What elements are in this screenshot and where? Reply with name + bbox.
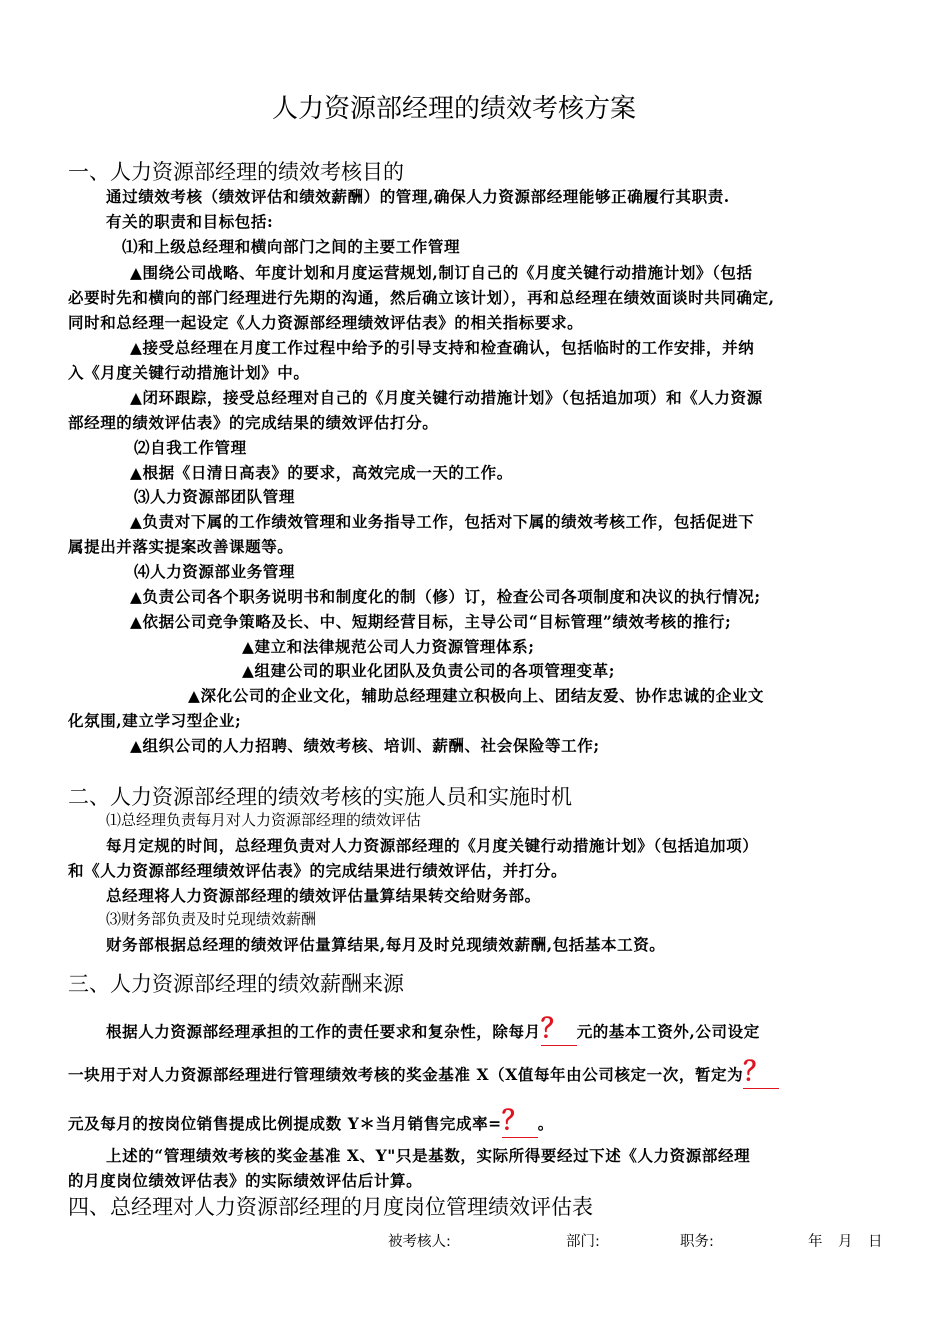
completion-rate-blank: ？ — [502, 1107, 538, 1138]
section-3-heading: 三、人力资源部经理的绩效薪酬来源 — [68, 972, 404, 996]
paragraph: ▲负责对下属的工作绩效管理和业务指导工作，包括对下属的绩效考核工作，包括促进下 — [130, 512, 755, 531]
position-label: 职务: — [680, 1234, 714, 1250]
month-label: 月 — [838, 1234, 853, 1250]
year-label: 年 — [808, 1234, 823, 1250]
paragraph: 每月定规的时间，总经理负责对人力资源部经理的《月度关键行动措施计划》（包括追加项） — [106, 836, 759, 855]
subheading: ⑶人力资源部团队管理 — [134, 487, 296, 506]
paragraph: ▲闭环跟踪，接受总经理对自己的《月度关键行动措施计划》（包括追加项）和《人力资源 — [130, 388, 763, 407]
salary-line-2 — [68, 1058, 779, 1089]
paragraph: 属提出并落实提案改善课题等。 — [68, 537, 294, 556]
subheading: ⑷人力资源部业务管理 — [134, 562, 296, 581]
section-2-heading: 二、人力资源部经理的绩效考核的实施人员和实施时机 — [68, 785, 572, 809]
department-label: 部门: — [566, 1234, 600, 1250]
bonus-base-blank: ？ — [743, 1058, 779, 1089]
examinee-label: 被考核人: — [388, 1234, 451, 1250]
paragraph: 总经理将人力资源部经理的绩效评估量算结果转交给财务部。 — [106, 886, 541, 905]
subheading: ⑴总经理负责每月对人力资源部经理的绩效评估 — [106, 811, 422, 829]
paragraph: 上述的“管理绩效考核的奖金基准 X、Y"只是基数，实际所得要经过下述《人力资源部经理 — [106, 1146, 751, 1165]
paragraph: 必要时先和横向的部门经理进行先期的沟通，然后确立该计划），再和总经理在绩效面谈时共同确定, — [68, 288, 775, 307]
subheading: ⑶财务部负责及时兑现绩效薪酬 — [106, 910, 317, 928]
paragraph: ▲根据《日清日高表》的要求，高效完成一天的工作。 — [130, 463, 513, 482]
text: 元及每月的按岗位销售提成比例提成数 Y＊当月销售完成率= — [68, 1114, 502, 1133]
subheading: ⑴和上级总经理和横向部门之间的主要工作管理 — [122, 237, 461, 256]
section-1-heading: 一、人力资源部经理的绩效考核目的 — [68, 160, 404, 184]
paragraph: ▲负责公司各个职务说明书和制度化的制（修）订，检查公司各项制度和决议的执行情况; — [130, 587, 761, 606]
paragraph: 和《人力资源部经理绩效评估表》的完成结果进行绩效评估，并打分。 — [68, 861, 568, 880]
paragraph: ▲接受总经理在月度工作过程中给予的引导支持和检查确认，包括临时的工作安排，并纳 — [130, 338, 755, 357]
paragraph: 同时和总经理一起设定《人力资源部经理绩效评估表》的相关指标要求。 — [68, 313, 584, 332]
text: 一块用于对人力资源部经理进行管理绩效考核的奖金基准 X（X值每年由公司核定一次，暂定为 — [68, 1065, 744, 1084]
page-title: 人力资源部经理的绩效考核方案 — [272, 94, 637, 124]
text: 元的基本工资外,公司设定 — [576, 1022, 760, 1041]
paragraph: ▲组建公司的职业化团队及负责公司的各项管理变革; — [242, 661, 616, 680]
paragraph: 的月度岗位绩效评估表》的实际绩效评估后计算。 — [68, 1171, 423, 1190]
paragraph: 入《月度关键行动措施计划》中。 — [68, 363, 310, 382]
paragraph: 财务部根据总经理的绩效评估量算结果,每月及时兑现绩效薪酬,包括基本工资。 — [106, 935, 666, 954]
salary-line-3 — [68, 1107, 554, 1138]
text: 。 — [537, 1114, 554, 1133]
section-4-heading: 四、总经理对人力资源部经理的月度岗位管理绩效评估表 — [68, 1195, 593, 1219]
subheading: ⑵自我工作管理 — [134, 438, 247, 457]
paragraph: ▲深化公司的企业文化，辅助总经理建立积极向上、团结友爱、协作忠诚的企业文 — [188, 686, 765, 705]
paragraph: 有关的职责和目标包括: — [106, 212, 274, 231]
paragraph: ▲组织公司的人力招聘、绩效考核、培训、薪酬、社会保险等工作; — [130, 736, 600, 755]
paragraph: 部经理的绩效评估表》的完成结果的绩效评估打分。 — [68, 413, 439, 432]
paragraph: 化氛围,建立学习型企业; — [68, 711, 242, 730]
paragraph: ▲建立和法律规范公司人力资源管理体系; — [242, 637, 535, 656]
base-salary-blank: ？ — [541, 1015, 577, 1046]
day-label: 日 — [868, 1234, 883, 1250]
paragraph: 通过绩效考核（绩效评估和绩效薪酬）的管理,确保人力资源部经理能够正确履行其职责. — [106, 187, 730, 206]
paragraph: ▲围绕公司战略、年度计划和月度运营规划,制订自己的《月度关键行动措施计划》（包括 — [130, 263, 753, 282]
paragraph: ▲依据公司竞争策略及长、中、短期经营目标，主导公司“目标管理”绩效考核的推行; — [130, 612, 732, 631]
text: 根据人力资源部经理承担的工作的责任要求和复杂性，除每月 — [106, 1022, 541, 1041]
salary-line-1 — [106, 1015, 760, 1046]
